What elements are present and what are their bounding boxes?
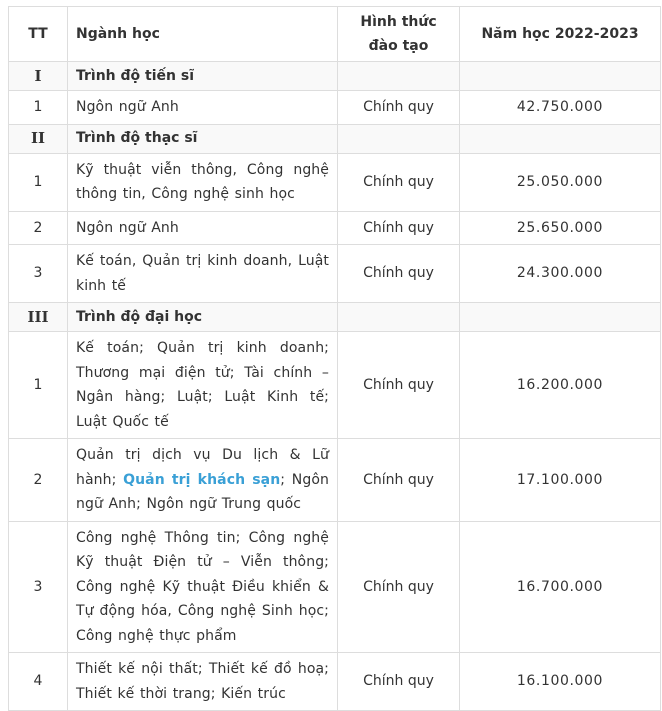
cell-major: Ngôn ngữ Anh bbox=[68, 91, 338, 125]
cell-fee: 16.700.000 bbox=[460, 521, 661, 653]
cell-tt: 1 bbox=[9, 91, 68, 125]
table-row bbox=[9, 332, 661, 439]
cell-form: Chính quy bbox=[338, 521, 460, 653]
cell-major bbox=[68, 439, 338, 522]
header-fee: Năm học 2022-2023 bbox=[460, 7, 661, 62]
tuition-table bbox=[8, 6, 661, 711]
table-row bbox=[9, 653, 661, 711]
table-row bbox=[9, 521, 661, 653]
cell-major: Kế toán, Quản trị kinh doanh, Luật kinh tế bbox=[68, 245, 338, 303]
cell-fee: 16.200.000 bbox=[460, 332, 661, 439]
section-row bbox=[9, 124, 661, 153]
cell-major: Kỹ thuật viễn thông, Công nghệ thông tin, Công nghệ sinh học bbox=[68, 153, 338, 211]
cell-tt: 3 bbox=[9, 245, 68, 303]
cell-form: Chính quy bbox=[338, 211, 460, 245]
header-major: Ngành học bbox=[68, 7, 338, 62]
section-title: Trình độ đại học bbox=[68, 303, 338, 332]
section-title: Trình độ thạc sĩ bbox=[68, 124, 338, 153]
section-title: Trình độ tiến sĩ bbox=[68, 62, 338, 91]
cell-major: Công nghệ Thông tin; Công nghệ Kỹ thuật Điện tử – Viễn thông; Công nghệ Kỹ thuật Điều khiển & Tự động hóa, Công nghệ Sinh học; Công nghệ thực phẩm bbox=[68, 521, 338, 653]
table-row bbox=[9, 439, 661, 522]
header-tt: TT bbox=[9, 7, 68, 62]
cell-form: Chính quy bbox=[338, 332, 460, 439]
table-row bbox=[9, 153, 661, 211]
cell-fee: 25.650.000 bbox=[460, 211, 661, 245]
cell-fee: 42.750.000 bbox=[460, 91, 661, 125]
major-text: ; Ngôn ngữ Anh; Ngôn ngữ Trung quốc bbox=[76, 471, 329, 512]
section-row bbox=[9, 62, 661, 91]
cell-form bbox=[338, 62, 460, 91]
cell-tt: II bbox=[9, 124, 68, 153]
cell-fee: 25.050.000 bbox=[460, 153, 661, 211]
cell-tt: I bbox=[9, 62, 68, 91]
cell-form: Chính quy bbox=[338, 91, 460, 125]
table-row bbox=[9, 245, 661, 303]
table-row bbox=[9, 91, 661, 125]
cell-tt: 1 bbox=[9, 332, 68, 439]
cell-fee bbox=[460, 303, 661, 332]
major-link[interactable]: Quản trị khách sạn bbox=[123, 471, 281, 488]
cell-major: Ngôn ngữ Anh bbox=[68, 211, 338, 245]
cell-fee bbox=[460, 62, 661, 91]
cell-fee: 17.100.000 bbox=[460, 439, 661, 522]
cell-form: Chính quy bbox=[338, 439, 460, 522]
cell-major: Thiết kế nội thất; Thiết kế đồ hoạ; Thiết kế thời trang; Kiến trúc bbox=[68, 653, 338, 711]
table-body bbox=[9, 62, 661, 711]
cell-form bbox=[338, 124, 460, 153]
cell-fee bbox=[460, 124, 661, 153]
cell-major: Kế toán; Quản trị kinh doanh; Thương mại điện tử; Tài chính – Ngân hàng; Luật; Luật Kinh tế; Luật Quốc tế bbox=[68, 332, 338, 439]
cell-form: Chính quy bbox=[338, 653, 460, 711]
cell-tt: 2 bbox=[9, 439, 68, 522]
table-row bbox=[9, 211, 661, 245]
cell-tt: 4 bbox=[9, 653, 68, 711]
cell-form: Chính quy bbox=[338, 153, 460, 211]
cell-form: Chính quy bbox=[338, 245, 460, 303]
cell-tt: 3 bbox=[9, 521, 68, 653]
cell-fee: 24.300.000 bbox=[460, 245, 661, 303]
major-text: Quản trị dịch vụ Du lịch & Lữ hành; bbox=[76, 447, 329, 488]
cell-tt: 1 bbox=[9, 153, 68, 211]
cell-form bbox=[338, 303, 460, 332]
header-form: Hình thức đào tạo bbox=[338, 7, 460, 62]
table-header-row bbox=[9, 7, 661, 62]
cell-tt: III bbox=[9, 303, 68, 332]
cell-fee: 16.100.000 bbox=[460, 653, 661, 711]
cell-tt: 2 bbox=[9, 211, 68, 245]
section-row bbox=[9, 303, 661, 332]
